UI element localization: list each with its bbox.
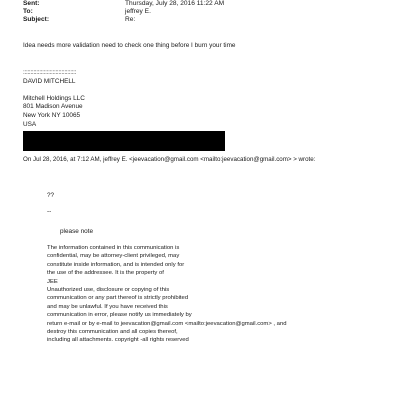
subject-label: Subject:: [23, 16, 50, 23]
signature-address-line2: New York NY 10065: [23, 112, 81, 119]
sent-value: Thursday, July 28, 2016 11:22 AM: [125, 0, 225, 7]
disclaimer-line: JEE: [47, 278, 58, 285]
disclaimer-line: communication or any part thereof is strictly prohibited: [47, 295, 189, 302]
disclaimer-line: and may be unlawful. If you have received this: [47, 303, 168, 310]
signature-address-line1: 801 Madison Avenue: [23, 103, 83, 110]
signature-name: DAVID MITCHELL: [23, 78, 76, 85]
sent-label: Sent:: [23, 0, 40, 7]
subject-value: Re:: [125, 16, 136, 23]
quote-line-question: ??: [47, 192, 55, 199]
disclaimer-line: destroy this communication and all copies thereof,: [47, 328, 178, 335]
to-value: jeffrey E.: [125, 8, 151, 15]
disclaimer-block: [47, 244, 287, 345]
message-body: Idea needs more validation need to check one thing before I burn your time: [23, 42, 236, 49]
please-note: please note: [60, 228, 94, 235]
quote-line-dashes: --: [47, 208, 52, 215]
signature-company: Mitchell Holdings LLC: [23, 95, 85, 102]
quote-intro: On Jul 28, 2016, at 7:12 AM, jeffrey E. <jeevacation@gmail.com <mailto:jeevacation@gmail.com> > wrote:: [23, 156, 316, 163]
disclaimer-line: the use of the addressee. It is the property of: [47, 270, 164, 277]
disclaimer-line: The information contained in this communication is: [47, 245, 180, 251]
disclaimer-line: return e-mail or by e-mail to jeevacation@gmail.com <mailto:jeevacation@gmail.com> , and: [47, 320, 287, 327]
signature-separator: ::::::::::::::::::::::::::::::::::::: [23, 69, 77, 76]
to-label: To:: [23, 8, 33, 15]
signature-country: USA: [23, 121, 37, 128]
redaction-bar: [23, 131, 225, 151]
disclaimer-line: constitute inside information, and is intended only for: [47, 261, 185, 268]
disclaimer-line: including all attachments. copyright -all rights reserved: [47, 337, 189, 344]
disclaimer-line: confidential, may be attorney-client privileged, may: [47, 253, 180, 260]
disclaimer-line: communication in error, please notify us immediately by: [47, 312, 192, 319]
disclaimer-line: Unauthorized use, disclosure or copying of this: [47, 286, 170, 293]
